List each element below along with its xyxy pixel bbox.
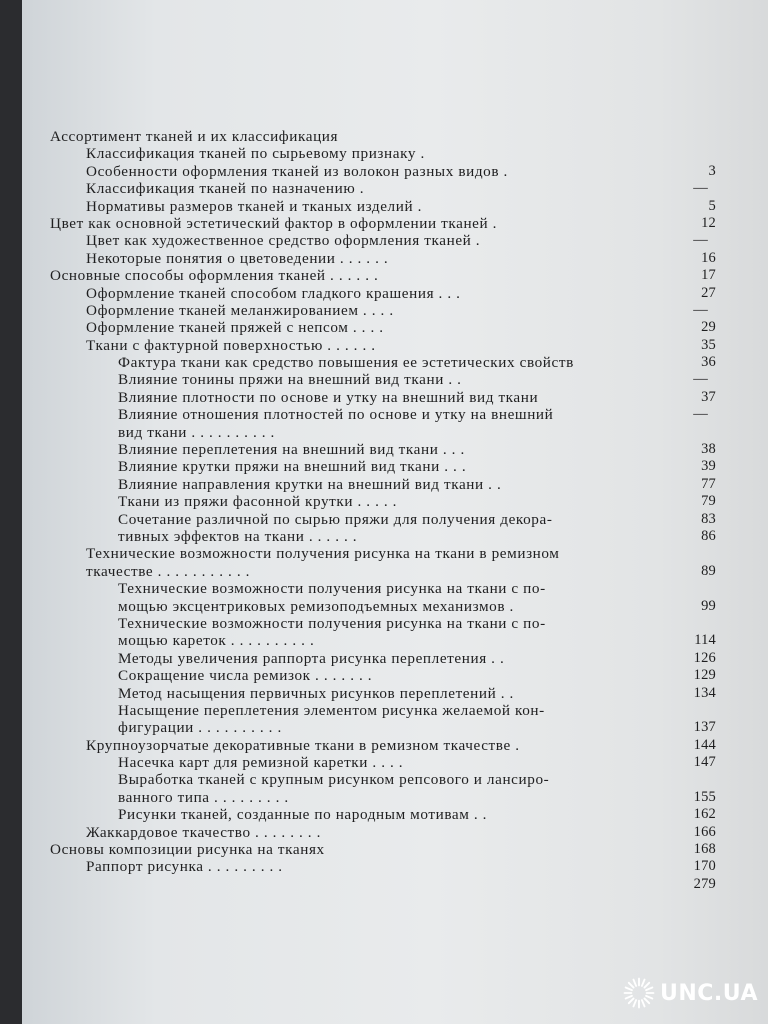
toc-entry bbox=[22, 389, 768, 406]
toc-entry bbox=[22, 615, 768, 632]
toc-entry-page: 29 bbox=[701, 319, 716, 336]
toc-entry-page: 17 bbox=[701, 267, 716, 284]
toc-entry-title: Выработка тканей с крупным рисунком репсового и лансиро- bbox=[118, 771, 550, 789]
toc-entry-page: 12 bbox=[701, 214, 716, 231]
toc-entry bbox=[22, 824, 768, 841]
toc-entry bbox=[22, 180, 768, 197]
toc-entry-page: 134 bbox=[693, 684, 716, 701]
toc-entry-page: 114 bbox=[694, 632, 716, 649]
toc-entry-page: 144 bbox=[693, 736, 716, 753]
toc-entry-title: Особенности оформления тканей из волокон разных видов . bbox=[86, 162, 508, 180]
book-page bbox=[22, 0, 768, 1024]
toc-entry bbox=[22, 580, 768, 597]
toc-entry-page: — bbox=[693, 371, 708, 388]
toc-entry-title: Оформление тканей пряжей с непсом . . . . bbox=[86, 319, 384, 337]
toc-entry-title: Классификация тканей по назначению . bbox=[86, 180, 365, 198]
toc-entry bbox=[22, 163, 768, 180]
toc-entry-title: Фактура ткани как средство повышения ее эстетических свойств bbox=[118, 354, 574, 372]
toc-entry bbox=[22, 215, 768, 232]
toc-entry bbox=[22, 858, 768, 875]
toc-entry bbox=[22, 354, 768, 371]
table-of-contents bbox=[22, 128, 768, 893]
toc-entry-page: 126 bbox=[693, 649, 716, 666]
toc-entry bbox=[22, 424, 768, 441]
toc-entry-title: Влияние направления крутки на внешний вид ткани . . bbox=[118, 475, 502, 493]
toc-entry-title: Некоторые понятия о цветоведении . . . . . . bbox=[86, 249, 389, 267]
toc-entry bbox=[22, 406, 768, 423]
toc-entry-page: 77 bbox=[701, 475, 716, 492]
toc-entry-title: Рисунки тканей, созданные по народным мотивам . . bbox=[118, 806, 488, 824]
toc-entry-page: 36 bbox=[701, 354, 716, 371]
toc-entry bbox=[22, 319, 768, 336]
toc-entry bbox=[22, 441, 768, 458]
watermark-text: UNC.UA bbox=[660, 980, 758, 1006]
toc-entry-title: Технические возможности получения рисунка на ткани в ремизном bbox=[86, 545, 560, 563]
toc-entry bbox=[22, 371, 768, 388]
toc-entry-title: Ткани с фактурной поверхностью . . . . . . bbox=[86, 336, 376, 354]
toc-entry-title: Сокращение числа ремизок . . . . . . . bbox=[118, 667, 373, 685]
toc-entry bbox=[22, 598, 768, 615]
toc-entry-page: 129 bbox=[693, 667, 716, 684]
toc-entry-title: Ткани из пряжи фасонной крутки . . . . . bbox=[118, 493, 398, 511]
toc-entry-page: 166 bbox=[693, 823, 716, 840]
toc-entry bbox=[22, 650, 768, 667]
toc-entry bbox=[22, 528, 768, 545]
sun-burst-icon bbox=[622, 976, 656, 1010]
toc-entry bbox=[22, 458, 768, 475]
toc-entry-title: Влияние тонины пряжи на внешний вид ткани . . bbox=[118, 371, 462, 389]
toc-entry bbox=[22, 302, 768, 319]
toc-entry-page: — bbox=[693, 301, 708, 318]
toc-entry-title: Основы композиции рисунка на тканях bbox=[50, 841, 325, 859]
toc-entry-title: Основные способы оформления тканей . . . . . . bbox=[50, 267, 379, 285]
toc-entry bbox=[22, 198, 768, 215]
toc-entry-page: 155 bbox=[693, 788, 716, 805]
toc-entry-title: Методы увеличения раппорта рисунка переплетения . . bbox=[118, 649, 505, 667]
toc-entry-title: Влияние плотности по основе и утку на внешний вид ткани bbox=[118, 388, 539, 406]
toc-entry-page: 168 bbox=[693, 841, 716, 858]
toc-entry-page: 147 bbox=[693, 754, 716, 771]
toc-entry-page: 5 bbox=[708, 197, 716, 214]
toc-entry-page: — bbox=[693, 180, 708, 197]
toc-entry bbox=[22, 841, 768, 858]
toc-entry bbox=[22, 511, 768, 528]
toc-entry-page: 3 bbox=[708, 162, 716, 179]
toc-entry bbox=[22, 702, 768, 719]
toc-entry bbox=[22, 754, 768, 771]
toc-entry-page: 27 bbox=[701, 284, 716, 301]
toc-entry bbox=[22, 771, 768, 788]
toc-entry-title: Цвет как основной эстетический фактор в оформлении тканей . bbox=[50, 214, 498, 232]
toc-entry-title: мощью кареток . . . . . . . . . . bbox=[118, 632, 315, 650]
toc-entry-page: 99 bbox=[701, 597, 716, 614]
toc-entry bbox=[22, 493, 768, 510]
toc-entry-title: Нормативы размеров тканей и тканых изделий . bbox=[86, 197, 422, 215]
toc-entry bbox=[22, 285, 768, 302]
toc-entry-page: 37 bbox=[701, 388, 716, 405]
toc-entry-page: 137 bbox=[693, 719, 716, 736]
toc-entry-page: 86 bbox=[701, 527, 716, 544]
toc-entry-title: фигурации . . . . . . . . . . bbox=[118, 719, 282, 737]
toc-entry bbox=[22, 232, 768, 249]
toc-entry-title: Оформление тканей меланжированием . . . . bbox=[86, 301, 394, 319]
toc-entry-title: Технические возможности получения рисунка на ткани с по- bbox=[118, 614, 546, 632]
toc-entry bbox=[22, 719, 768, 736]
toc-entry bbox=[22, 685, 768, 702]
toc-entry-page: 170 bbox=[693, 858, 716, 875]
toc-entry bbox=[22, 632, 768, 649]
toc-entry-page: 89 bbox=[701, 562, 716, 579]
toc-entry bbox=[22, 876, 768, 893]
toc-entry bbox=[22, 145, 768, 162]
toc-entry-page: 38 bbox=[701, 441, 716, 458]
toc-entry bbox=[22, 563, 768, 580]
toc-entry bbox=[22, 667, 768, 684]
toc-entry-page: 39 bbox=[701, 458, 716, 475]
toc-entry bbox=[22, 476, 768, 493]
toc-entry bbox=[22, 789, 768, 806]
toc-entry-title: Жаккардовое ткачество . . . . . . . . bbox=[86, 823, 322, 841]
toc-entry-title: Влияние переплетения на внешний вид ткани . . . bbox=[118, 441, 465, 459]
toc-entry-title: мощью эксцентриковых ремизоподъемных механизмов . bbox=[118, 597, 514, 615]
toc-entry-title: Цвет как художественное средство оформления тканей . bbox=[86, 232, 481, 250]
toc-entry-title: Ассортимент тканей и их классификация bbox=[50, 128, 339, 145]
toc-entry-title: Технические возможности получения рисунка на ткани с по- bbox=[118, 580, 546, 598]
toc-entry-title: Насечка карт для ремизной каретки . . . . bbox=[118, 754, 404, 772]
toc-entry-page: 162 bbox=[693, 806, 716, 823]
toc-entry-title: ванного типа . . . . . . . . . bbox=[118, 788, 289, 806]
toc-entry bbox=[22, 250, 768, 267]
toc-entry-title: Классификация тканей по сырьевому признаку . bbox=[86, 145, 425, 163]
toc-entry bbox=[22, 337, 768, 354]
toc-entry bbox=[22, 267, 768, 284]
toc-entry-page: — bbox=[693, 232, 708, 249]
toc-entry-title: тивных эффектов на ткани . . . . . . bbox=[118, 527, 358, 545]
toc-entry bbox=[22, 806, 768, 823]
toc-entry-page: 83 bbox=[701, 510, 716, 527]
toc-entry bbox=[22, 737, 768, 754]
toc-entry-title: Влияние отношения плотностей по основе и утку на внешний bbox=[118, 406, 554, 424]
toc-entry-title: ткачестве . . . . . . . . . . . bbox=[86, 562, 251, 580]
toc-entry-title: Влияние крутки пряжи на внешний вид ткани . . . bbox=[118, 458, 467, 476]
toc-entry bbox=[22, 545, 768, 562]
toc-entry-title: Оформление тканей способом гладкого крашения . . . bbox=[86, 284, 461, 302]
toc-entry-title: Сочетание различной по сырью пряжи для получения декора- bbox=[118, 510, 553, 528]
toc-entry-title: Крупноузорчатые декоративные ткани в ремизном ткачестве . bbox=[86, 736, 520, 754]
toc-entry-page: 79 bbox=[701, 493, 716, 510]
toc-entry-page: 35 bbox=[701, 336, 716, 353]
toc-entry-title: Насыщение переплетения элементом рисунка желаемой кон- bbox=[118, 701, 545, 719]
toc-entry-page: — bbox=[693, 406, 708, 423]
toc-entry-title: вид ткани . . . . . . . . . . bbox=[118, 423, 275, 441]
toc-entry-title: Метод насыщения первичных рисунков переплетений . . bbox=[118, 684, 514, 702]
toc-entry bbox=[22, 128, 768, 145]
toc-entry-title: Раппорт рисунка . . . . . . . . . bbox=[86, 858, 283, 876]
watermark bbox=[622, 976, 758, 1010]
toc-entry-page: 279 bbox=[693, 875, 716, 892]
toc-entry-page: 16 bbox=[701, 249, 716, 266]
